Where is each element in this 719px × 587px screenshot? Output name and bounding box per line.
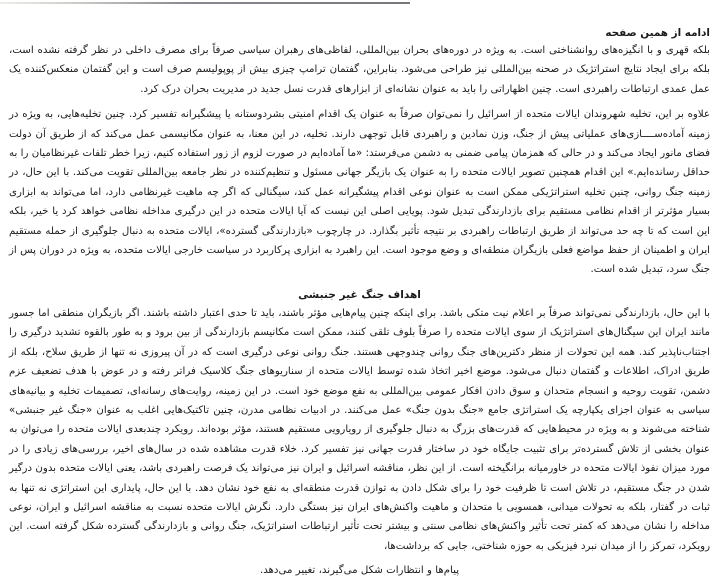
page-content <box>9 26 710 587</box>
body-paragraph-1: بلکه قهری و با انگیزه‌های روانشناختی است. به ویژه در دوره‌های بحران بین‌المللی، لفاظی‌های رهبران سیاسی صرفاً برای مصرف داخلی در نظر گرفته نشده است، بلکه برای ایجاد نتایج استراتژیک در صحنه بین‌المللی نیز طراحی می‌شود. بنابراین، گفتمان ترامپ چیزی بیش از پوپولیسم صرف است و این گفتمان منعکس‌کننده یک عمل عمدی ارتباطات راهبردی است. چنین اظهاراتی را باید به عنوان نشانه‌ای از ابزارهای قدرت نسل جدید در مدیریت بحران درک کرد. <box>9 45 710 95</box>
body-paragraph-3: با این حال، بازدارندگی نمی‌تواند صرفاً بر اعلام نیت متکی باشد. برای اینکه چنین پیام‌هایی مؤثر باشند، باید تا حدی اعتبار داشته باشند. اگر بازیگران منطقی اما جسور مانند ایران این سیگنال‌های استراتژیک از سوی ایالات متحده را صرفاً بلوف تلقی کنند، ممکن است مکانیسم بازدارندگی از بین برود و به طور بالقوه تشدید درگیری را اجتناب‌ناپذیر کند. همه این تحولات از منظر دکترین‌های جنگ روانی چندوجهی هستند. جنگ روانی نوعی درگیری است که در آن پیروزی نه تنها از طریق سلاح، بلکه از طریق ادراک، اطلاعات و گفتمان دنبال می‌شود. موضع اخیر اتخاذ شده توسط ایالات متحده از سناریوهای جنگ کلاسیک فراتر رفته و در عوض با هدف تضعیف عزم دشمن، تقویت روحیه و انسجام متحدان و سوق دادن افکار عمومی بین‌المللی به نفع موضع خود است. در این زمینه، روایت‌های رسانه‌ای، تصمیمات تخلیه و بیانیه‌های سیاسی به عنوان اجزای یکپارچه یک استراتژی جامع «جنگ بدون جنگ» عمل می‌کنند. در ادبیات نظامی مدرن، چنین تاکتیک‌هایی اغلب به عنوان «جنگ غیر جنبشی» شناخته می‌شوند و به ویژه در محیط‌هایی که قدرت‌های بزرگ به دنبال جلوگیری از رویارویی مستقیم هستند، مؤثر بوده‌اند. رویکرد چندبعدی ایالات متحده را می‌توان به عنوان بخشی از تلاش گسترده‌تر برای تثبیت جایگاه خود در ساختار قدرت جهانی نیز تفسیر کرد. خلاء قدرت مشاهده شده در سال‌های اخیر، بررسی‌های زیادی را در مورد میزان نفوذ ایالات متحده در خاورمیانه برانگیخته است. از این نظر، مناقشه اسرائیل و ایران نیز می‌تواند یک فرصت راهبردی باشد، یعنی ایالات متحده بدون درگیر شدن در جنگ مستقیم، در تلاش است تا ظرفیت خود را برای شکل دادن به توازن قدرت منطقه‌ای به نفع خود نشان دهد. با این حال، پایداری این استراتژی نه تنها به ثبات در گفتار، بلکه به تحولات میدانی، همسویی با متحدان و ماهیت واکنش‌های ایران نیز بستگی دارد. نگرش ایالات متحده نسبت به مناقشه اسرائیل و ایران، نوعی مداخله را نشان می‌دهد که کمتر تحت تأثیر واکنش‌های نظامی سنتی و بیشتر تحت تأثیر ارتباطات استراتژیک، جنگ روانی و بازدارندگی گسترده شکل گرفته است. این رویکرد، تمرکز را از میدان نبرد فیزیکی به حوزه شناختی، جایی که برداشت‌ها، <box>9 307 710 552</box>
top-divider-rule <box>0 2 410 4</box>
body-paragraph-2: علاوه بر این، تخلیه شهروندان ایالات متحده از اسرائیل را نمی‌توان صرفاً به عنوان یک اقدام امنیتی بشردوستانه یا پیشگیرانه تفسیر کرد. چنین تخلیه‌هایی، به ویژه در زمینه آماده‌ســــازی‌های عملیاتی پیش از جنگ، وزن نمادین و راهبردی قابل توجهی دارند. تخلیه، در این معنا، به عنوان مکانیسمی عمل می‌کند که از طریق آن دولت فضای مانور ایجاد می‌کند و در حالی که همزمان پیامی ضمنی به دشمن می‌فرستد: «ما آماده‌ایم در صورت لزوم از زور استفاده کنیم، زیرا خطر تلفات غیرنظامیان را به حداقل رسانده‌ایم.» این اقدام همچنین تصویر ایالات متحده را به عنوان یک بازیگر جهانی مسئول و تنظیم‌کننده در نظر جامعه بین‌المللی تقویت می‌کند. با این حال، در زمینه جنگ روانی، چنین تخلیه استراتژیکی ممکن است به عنوان نوعی اقدام پیشگیرانه عمل کند، سیگنالی که اگر چه ماهیت غیرنظامی دارد، اما می‌تواند به ابزاری بسیار مؤثرتر از اقدام نظامی مستقیم برای بازدارندگی تبدیل شود. پویایی اصلی این نیست که آیا ایالات متحده در این درگیری مداخله نظامی خواهد کرد یا خیر، بلکه این است که تا چه حد می‌تواند از طریق ارتباطات راهبردی بر نتیجه تأثیر بگذارد. در چارچوب «بازدارندگی گسترده»، ایالات متحده به دنبال جلوگیری از حمله مستقیم ایران و اطمینان از حفظ مواضع فعلی بازیگران منطقه‌ای و وضع موجود است. این راهبرد به ابزاری پرکاربرد در سیاست خارجی ایالات متحده، به ویژه در دوران پس از جنگ سرد، تبدیل شده است. <box>9 109 710 276</box>
section-heading-non-kinetic-war-goals: اهداف جنگ غیر جنبشی <box>298 288 421 301</box>
continuation-header: ادامه از همین صفحه <box>605 27 710 39</box>
body-paragraph-4-final-line: پیام‌ها و انتظارات شکل می‌گیرند، تغییر می‌دهد. <box>259 565 460 577</box>
